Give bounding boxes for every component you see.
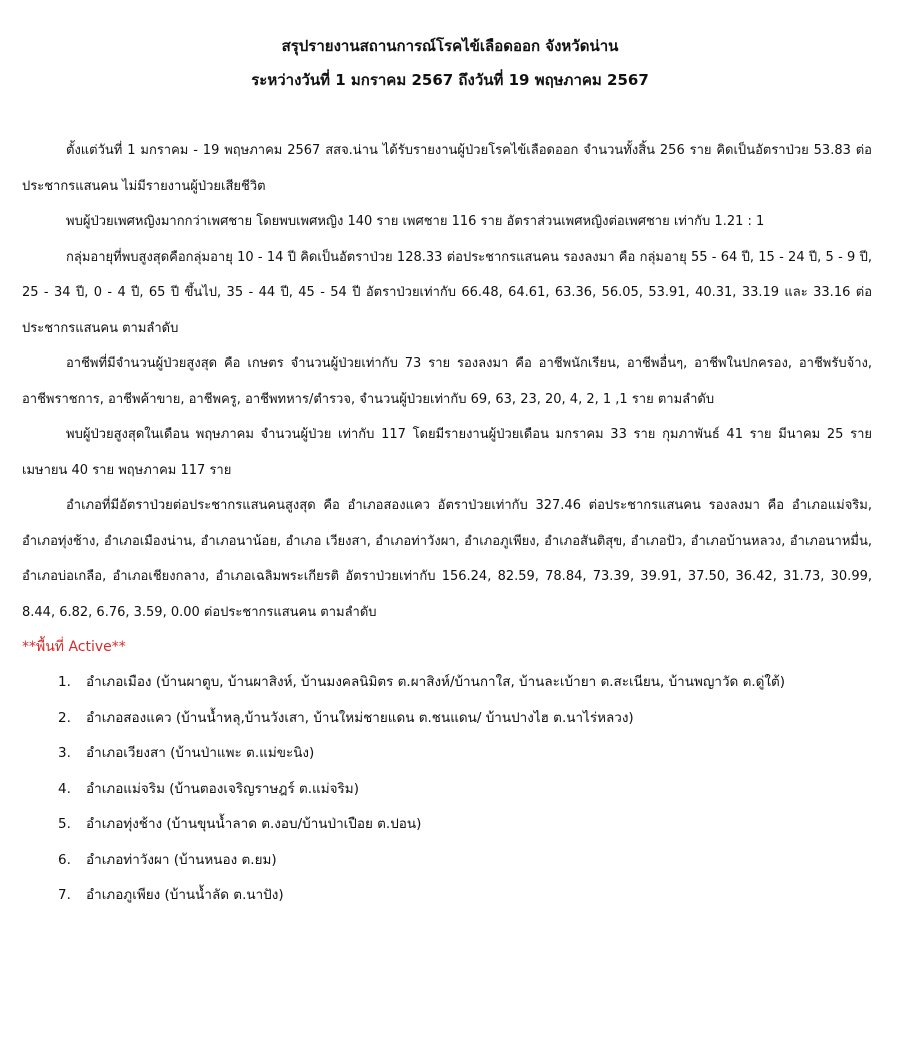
active-area-list bbox=[22, 665, 872, 914]
paragraph-age-group: กลุ่มอายุที่พบสูงสุดคือกลุ่มอายุ 10 - 14 ปี คิดเป็นอัตราป่วย 128.33 ต่อประชากรแสนคน รองลงมา คือ กลุ่มอายุ 55 - 64 ปี, 15 - 24 ปี, 5 - 9 ปี, 25 - 34 ปี, 0 - 4 ปี, 65 ปี ขึ้นไป, 35 - 44 ปี, 45 - 54 ปี อัตราป่วยเท่ากับ 66.48, 64.61, 63.36, 56.05, 53.91, 40.31, 33.19 และ 33.16 ต่อประชากรแสนคน ตามลำดับ bbox=[22, 249, 872, 336]
list-item-text: อำเภอแม่จริม (บ้านตองเจริญราษฎร์ ต.แม่จริม) bbox=[86, 780, 359, 797]
list-item bbox=[22, 807, 872, 843]
document-body bbox=[22, 133, 872, 914]
paragraph-occupation: อาชีพที่มีจำนวนผู้ป่วยสูงสุด คือ เกษตร จำนวนผู้ป่วยเท่ากับ 73 ราย รองลงมา คือ อาชีพนักเรียน, อาชีพอื่นๆ, อาชีพในปกครอง, อาชีพรับจ้าง, อาชีพราชการ, อาชีพค้าขาย, อาชีพครู, อาชีพทหาร/ตำรวจ, จำนวนผู้ป่วยเท่ากับ 69, 63, 23, 20, 4, 2, 1 ,1 ราย ตามลำดับ bbox=[22, 356, 872, 407]
list-item-text: อำเภอเมือง (บ้านผาตูบ, บ้านผาสิงห์, บ้านมงคลนิมิตร ต.ผาสิงห์/บ้านกาใส, บ้านละเบ้ายา ต.สะเนียน, บ้านพญาวัด ต.ดู่ใต้) bbox=[86, 674, 786, 690]
paragraph-monthly: พบผู้ป่วยสูงสุดในเดือน พฤษภาคม จำนวนผู้ป่วย เท่ากับ 117 โดยมีรายงานผู้ป่วยเดือน มกราคม 33 ราย กุมภาพันธ์ 41 ราย มีนาคม 25 ราย เมษายน 40 ราย พฤษภาคม 117 ราย bbox=[22, 427, 872, 478]
paragraph-district: อำเภอที่มีอัตราป่วยต่อประชากรแสนคนสูงสุด คือ อำเภอสองแคว อัตราป่วยเท่ากับ 327.46 ต่อประชากรแสนคน รองลงมา คือ อำเภอแม่จริม, อำเภอทุ่งช้าง, อำเภอเมืองน่าน, อำเภอนาน้อย, อำเภอ เวียงสา, อำเภอท่าวังผา, อำเภอภูเพียง, อำเภอสันติสุข, อำเภอปัว, อำเภอบ้านหลวง, อำเภอนาหมื่น, อำเภอบ่อเกลือ, อำเภอเชียงกลาง, อำเภอเฉลิมพระเกียรติ อัตราป่วยเท่ากับ 156.24, 82.59, 78.84, 73.39, 39.91, 37.50, 36.42, 31.73, 30.99, 8.44, 6.82, 6.76, 3.59, 0.00 ต่อประชากรแสนคน ตามลำดับ bbox=[22, 498, 872, 620]
active-area-label: **พื้นที่ Active** bbox=[22, 639, 126, 655]
list-item-text: อำเภอสองแคว (บ้านน้ำหลุ,บ้านวังเสา, บ้านใหม่ชายแดน ต.ชนแดน/ บ้านปางไฮ ต.นาไร่หลวง) bbox=[86, 709, 634, 726]
list-item bbox=[22, 736, 872, 772]
list-item-text: อำเภอเวียงสา (บ้านป่าแพะ ต.แม่ขะนิง) bbox=[86, 745, 315, 761]
list-item bbox=[22, 665, 872, 701]
paragraph-summary: ตั้งแต่วันที่ 1 มกราคม - 19 พฤษภาคม 2567 สสจ.น่าน ได้รับรายงานผู้ป่วยโรคไข้เลือดออก จำนวนทั้งสิ้น 256 ราย คิดเป็นอัตราป่วย 53.83 ต่อประชากรแสนคน ไม่มีรายงานผู้ป่วยเสียชีวิต bbox=[22, 143, 872, 194]
list-item-number: 4. bbox=[58, 780, 71, 797]
list-item bbox=[22, 843, 872, 879]
list-item-text: อำเภอท่าวังผา (บ้านหนอง ต.ยม) bbox=[86, 851, 277, 868]
paragraph-gender: พบผู้ป่วยเพศหญิงมากกว่าเพศชาย โดยพบเพศหญิง 140 ราย เพศชาย 116 ราย อัตราส่วนเพศหญิงต่อเพศชาย เท่ากับ 1.21 : 1 bbox=[66, 214, 765, 229]
list-item-text: อำเภอภูเพียง (บ้านน้ำลัด ต.นาปัง) bbox=[86, 887, 284, 903]
document-title: สรุปรายงานสถานการณ์โรคไข้เลือดออก จังหวัดน่าน bbox=[281, 37, 619, 55]
list-item-number: 3. bbox=[58, 745, 71, 761]
list-item bbox=[22, 772, 872, 808]
document-subtitle: ระหว่างวันที่ 1 มกราคม 2567 ถึงวันที่ 19 พฤษภาคม 2567 bbox=[251, 71, 649, 89]
list-item-number: 7. bbox=[58, 887, 71, 903]
list-item-number: 5. bbox=[58, 816, 71, 832]
list-item-text: อำเภอทุ่งช้าง (บ้านขุนน้ำลาด ต.งอบ/บ้านป่าเปือย ต.ปอน) bbox=[86, 816, 422, 832]
list-item-number: 6. bbox=[58, 851, 71, 868]
list-item-number: 1. bbox=[58, 674, 71, 690]
list-item bbox=[22, 701, 872, 737]
list-item-number: 2. bbox=[58, 709, 71, 726]
list-item bbox=[22, 878, 872, 914]
